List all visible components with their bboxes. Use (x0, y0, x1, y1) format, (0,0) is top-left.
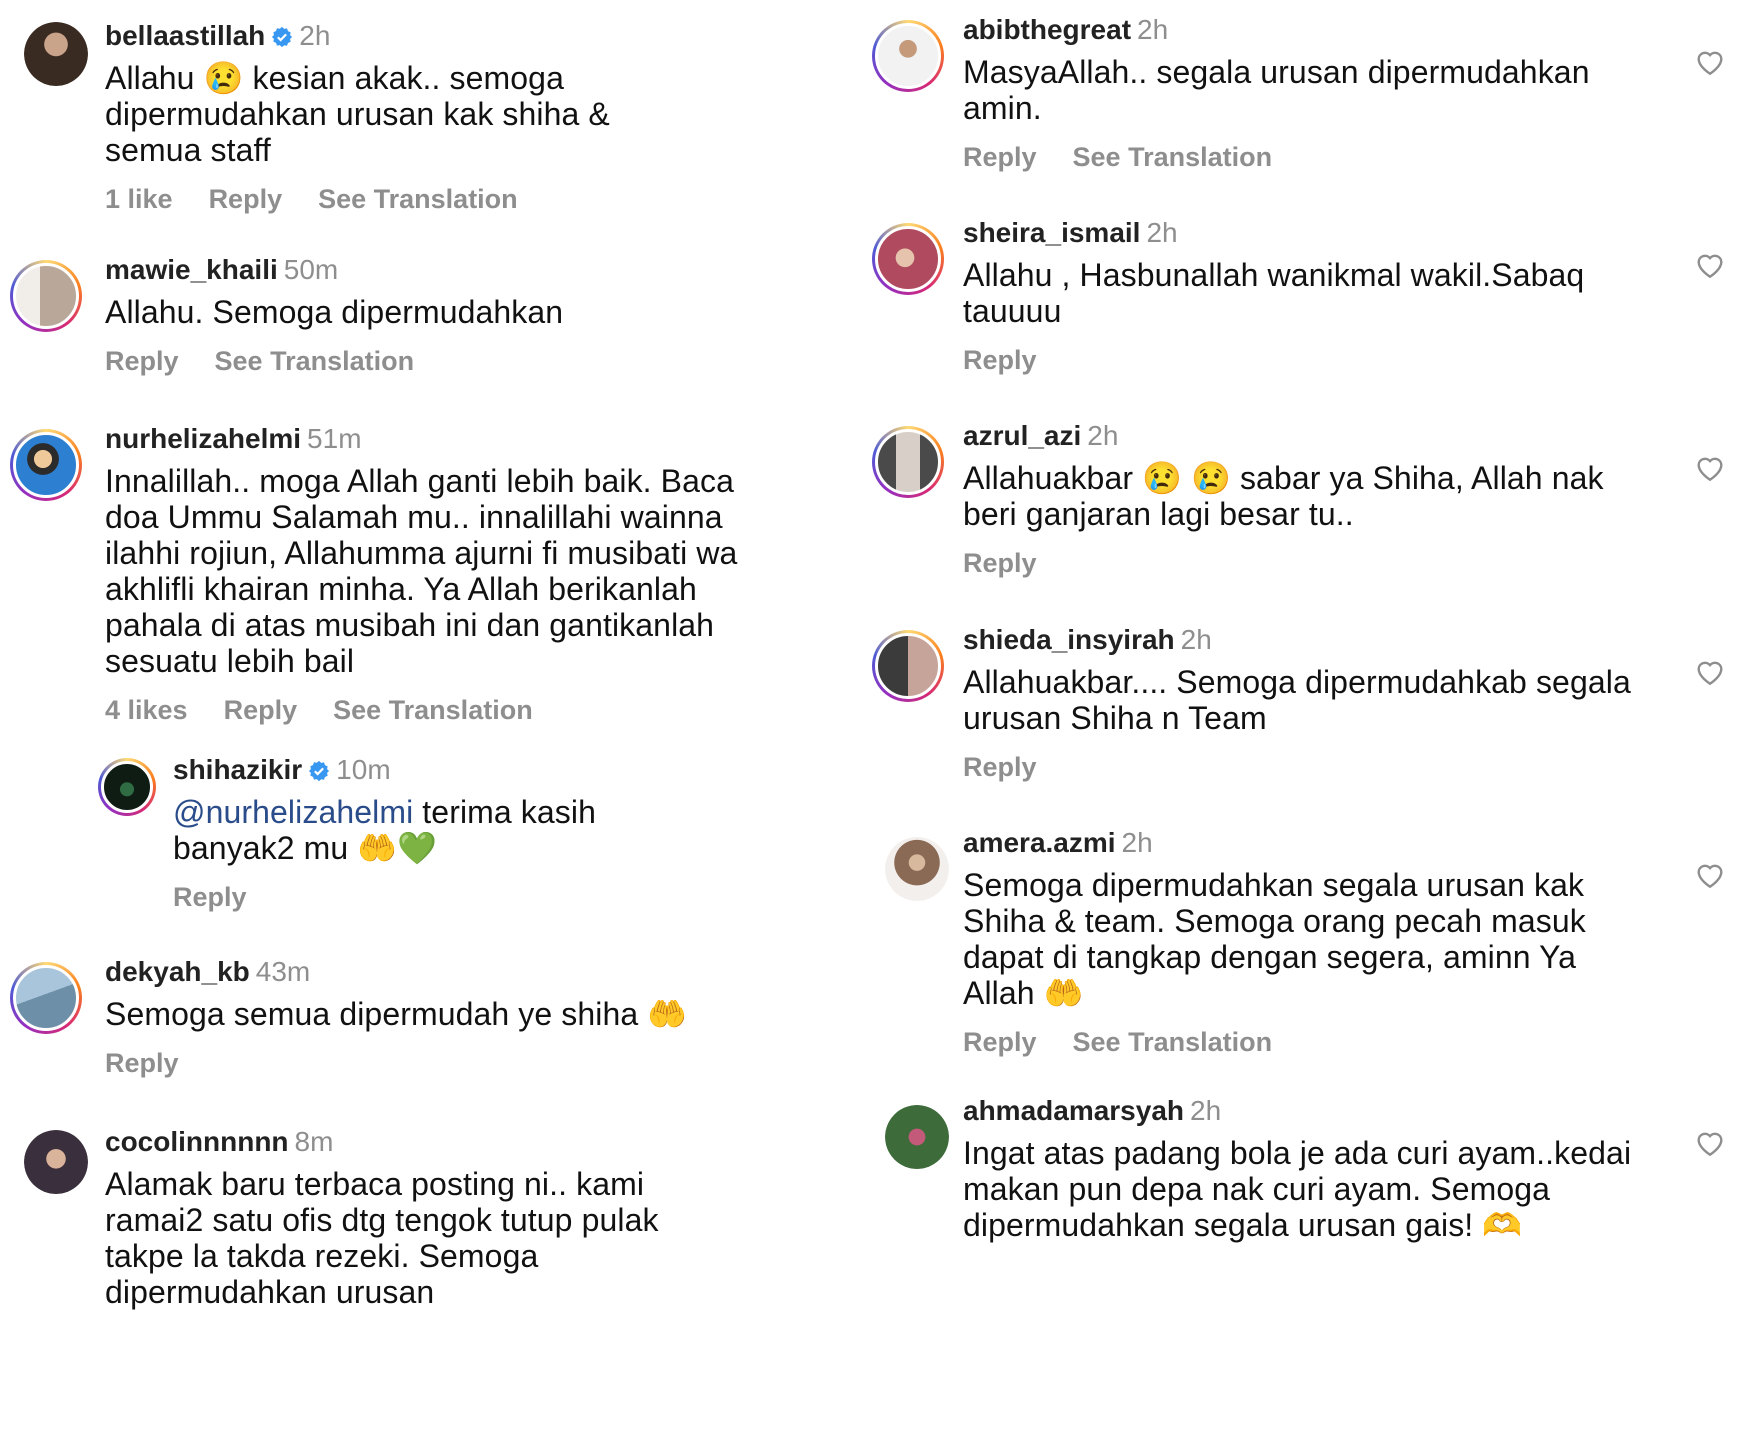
timestamp: 2h (1121, 827, 1153, 858)
username[interactable]: ahmadamarsyah (963, 1095, 1185, 1126)
reply-button[interactable]: Reply (173, 882, 247, 912)
username[interactable]: cocolinnnnnn (105, 1126, 289, 1157)
comment-text: Semoga dipermudahkan segala urusan kak Shiha & team. Semoga orang pecah masuk dapat di tangkap dengan segera, aminn Ya Allah 🤲 (963, 867, 1586, 1011)
timestamp: 8m (294, 1126, 334, 1157)
see-translation-button[interactable]: See Translation (214, 346, 415, 376)
avatar[interactable] (10, 429, 82, 501)
comment-text: Semoga semua dipermudah ye shiha 🤲 (105, 996, 688, 1032)
avatar[interactable] (885, 837, 949, 901)
reply-button[interactable]: Reply (105, 1048, 179, 1078)
username[interactable]: abibthegreat (963, 14, 1132, 45)
mention-link[interactable]: @nurhelizahelmi (173, 794, 414, 830)
likes-count[interactable]: 1 like (105, 184, 173, 214)
comment-text: MasyaAllah.. segala urusan dipermudahkan amin. (963, 54, 1590, 126)
timestamp: 10m (336, 754, 391, 785)
avatar[interactable] (10, 260, 82, 332)
see-translation-button[interactable]: See Translation (333, 695, 533, 725)
username[interactable]: shieda_insyirah (963, 624, 1175, 655)
avatar[interactable] (872, 630, 944, 702)
like-heart-icon[interactable] (1694, 859, 1726, 889)
verified-badge-icon (271, 26, 293, 48)
reply-button[interactable]: Reply (963, 1027, 1037, 1057)
reply-button[interactable]: Reply (963, 548, 1037, 578)
comment-text: Allahuakbar 😢 😢 sabar ya Shiha, Allah nak beri ganjaran lagi besar tu.. (963, 460, 1604, 532)
comment-text: Allahuakbar.... Semoga dipermudahkab segala urusan Shiha n Team (963, 664, 1631, 736)
timestamp: 50m (283, 254, 339, 285)
reply-button[interactable]: Reply (105, 346, 179, 376)
reply-button[interactable]: Reply (208, 184, 283, 214)
comment-text: Ingat atas padang bola je ada curi ayam..kedai makan pun depa nak curi ayam. Semoga dipermudahkan segala urusan gais! 🫶 (963, 1135, 1632, 1243)
username[interactable]: nurhelizahelmi (105, 423, 302, 454)
avatar[interactable] (24, 1130, 88, 1194)
timestamp: 51m (307, 423, 362, 454)
reply-button[interactable]: Reply (963, 142, 1037, 172)
like-heart-icon[interactable] (1694, 249, 1726, 279)
username[interactable]: mawie_khaili (105, 254, 278, 285)
timestamp: 2h (1146, 217, 1178, 248)
reply-button[interactable]: Reply (963, 752, 1037, 782)
timestamp: 2h (1137, 14, 1169, 45)
like-heart-icon[interactable] (1694, 46, 1726, 76)
username[interactable]: sheira_ismail (963, 217, 1141, 248)
username[interactable]: azrul_azi (963, 420, 1082, 451)
comment-text: Alamak baru terbaca posting ni.. kami ramai2 satu ofis dtg tengok tutup pulak takpe la takda rezeki. Semoga dipermudahkan urusan (105, 1166, 659, 1310)
timestamp: 2h (1190, 1095, 1222, 1126)
avatar[interactable] (885, 1105, 949, 1169)
username[interactable]: shihazikir (173, 754, 303, 785)
avatar[interactable] (872, 426, 944, 498)
see-translation-button[interactable]: See Translation (318, 184, 518, 214)
avatar[interactable] (872, 20, 944, 92)
avatar[interactable] (872, 223, 944, 295)
username[interactable]: bellaastillah (105, 20, 266, 51)
comment-text: Allahu 😢 kesian akak.. semoga dipermudahkan urusan kak shiha & semua staff (105, 60, 610, 168)
avatar[interactable] (24, 22, 88, 86)
avatar[interactable] (98, 758, 156, 816)
comment-text: Allahu. Semoga dipermudahkan (105, 294, 564, 330)
comment-text: terima kasih banyak2 mu 🤲💚 (173, 794, 597, 866)
timestamp: 2h (1087, 420, 1119, 451)
like-heart-icon[interactable] (1694, 1127, 1726, 1157)
reply-button[interactable]: Reply (963, 345, 1037, 375)
comment-text: Innalillah.. moga Allah ganti lebih baik. Baca doa Ummu Salamah mu.. innalillahi wainna ilahhi rojiun, Allahumma ajurni fi musibati wa akhlifli khairan minha. Ya Allah berikanlah pahala di atas musibah ini dan gantikanlah sesuatu lebih bail (105, 463, 738, 679)
see-translation-button[interactable]: See Translation (1072, 1027, 1273, 1057)
timestamp: 2h (299, 20, 331, 51)
verified-badge-icon (308, 760, 330, 782)
likes-count[interactable]: 4 likes (105, 695, 188, 725)
like-heart-icon[interactable] (1694, 452, 1726, 482)
timestamp: 2h (1180, 624, 1212, 655)
avatar[interactable] (10, 962, 82, 1034)
see-translation-button[interactable]: See Translation (1072, 142, 1273, 172)
comment-text: Allahu , Hasbunallah wanikmal wakil.Sabaq tauuuu (963, 257, 1585, 329)
like-heart-icon[interactable] (1694, 656, 1726, 686)
username[interactable]: dekyah_kb (105, 956, 250, 987)
reply-button[interactable]: Reply (223, 695, 298, 725)
timestamp: 43m (255, 956, 311, 987)
username[interactable]: amera.azmi (963, 827, 1116, 858)
